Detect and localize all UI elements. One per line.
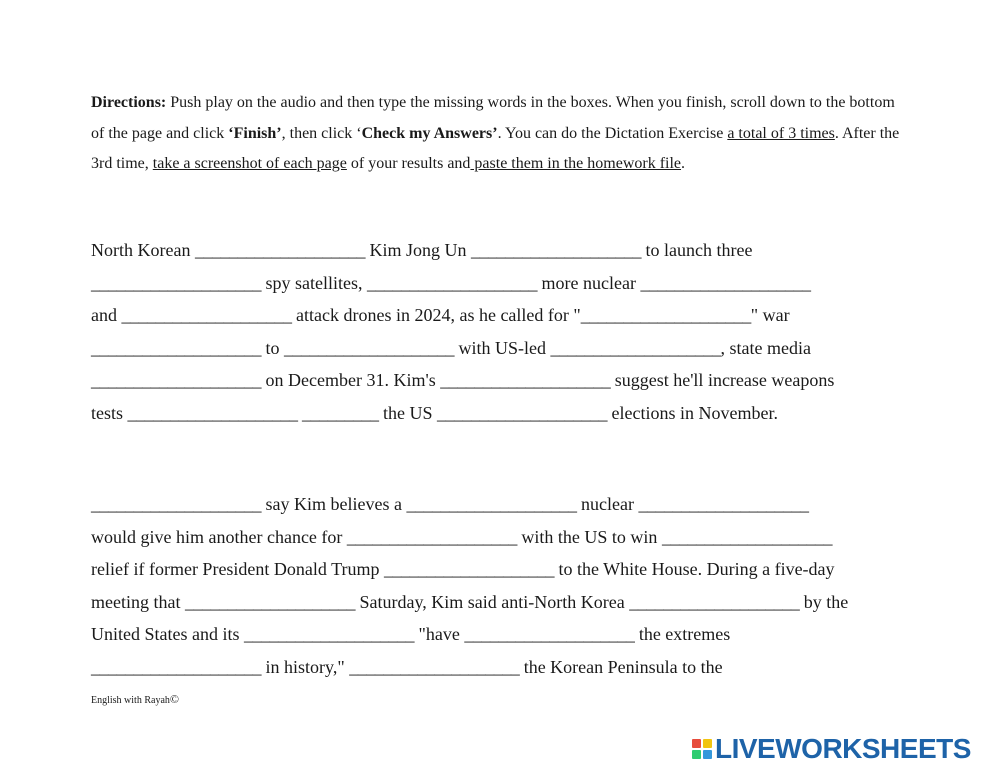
- passage-text: on December 31. Kim's: [261, 370, 441, 391]
- passage-line: [91, 553, 921, 586]
- answer-blank[interactable]: ____________________: [194, 240, 365, 260]
- logo-squares-icon: [692, 739, 712, 759]
- liveworksheets-logo: [692, 734, 971, 764]
- footer-credit: [91, 692, 179, 707]
- passage-text: and: [91, 305, 122, 326]
- answer-blank[interactable]: ____________________: [470, 240, 641, 260]
- answer-blank[interactable]: ____________________: [550, 337, 721, 358]
- passage-text: , state media: [720, 337, 811, 358]
- passage-line: [91, 651, 921, 684]
- passage-text: say Kim believes a: [261, 494, 407, 514]
- passage-line: [91, 234, 921, 267]
- finish-keyword: ‘Finish’: [228, 124, 282, 142]
- passage-one: [91, 234, 921, 430]
- passage-text: would give him another chance for: [91, 526, 347, 547]
- directions-text: of your results and: [346, 155, 471, 172]
- passage-text: attack drones in 2024, as he called for ": [291, 305, 581, 326]
- answer-blank[interactable]: ____________________: [121, 305, 292, 326]
- passage-text: to the White House. During a five-day: [553, 559, 835, 580]
- answer-blank[interactable]: ____________________: [184, 591, 355, 612]
- logo-square: [692, 750, 701, 759]
- logo-square: [703, 750, 712, 759]
- answer-blank[interactable]: ____________________: [91, 656, 261, 677]
- answer-blank[interactable]: ____________________: [367, 272, 537, 293]
- passage-line: [91, 364, 921, 397]
- passage-text: elections in November.: [607, 402, 778, 423]
- screenshot-note: take a screenshot of each page: [152, 155, 347, 172]
- answer-blank[interactable]: ____________________: [91, 494, 261, 514]
- passage-text: suggest he'll increase weapons: [610, 370, 835, 391]
- passage-line: [91, 397, 921, 430]
- credit-text: English with Rayah: [91, 695, 170, 706]
- directions-text: . After the 3rd time,: [91, 124, 900, 172]
- directions-text: Push play on the audio and then type the missing words in the boxes. When you finish, scroll down to the bottom of the page and click: [91, 94, 895, 142]
- directions-text: . You can do the Dictation Exercise: [497, 124, 728, 142]
- passage-text: the extremes: [634, 624, 731, 645]
- passage-line: [91, 332, 921, 365]
- answer-blank[interactable]: ____________________: [440, 370, 611, 391]
- passage-line: [91, 586, 921, 619]
- answer-blank[interactable]: ____________________: [464, 624, 635, 645]
- passage-text: in history,": [261, 656, 350, 677]
- directions-paragraph: [91, 88, 911, 180]
- answer-blank[interactable]: ____________________: [437, 402, 608, 423]
- check-answers-keyword: Check my Answers’: [361, 124, 498, 142]
- homework-note: paste them in the homework file: [470, 155, 682, 172]
- passage-text: with the US to win: [516, 526, 662, 547]
- directions-text: , then click ‘: [281, 124, 362, 142]
- answer-blank[interactable]: ____________________: [243, 624, 414, 645]
- passage-text: the US: [378, 402, 438, 423]
- answer-blank-short[interactable]: _________: [302, 402, 379, 423]
- answer-blank[interactable]: ____________________: [629, 591, 800, 612]
- passage-text: by the: [799, 591, 849, 612]
- passage-text: to launch three: [640, 240, 753, 260]
- answer-blank[interactable]: ____________________: [91, 272, 261, 293]
- passage-line: [91, 521, 921, 554]
- passage-line: [91, 267, 921, 300]
- answer-blank[interactable]: ____________________: [406, 494, 577, 514]
- passage-text: North Korean: [91, 240, 195, 260]
- attempts-note: a total of 3 times: [727, 124, 835, 142]
- passage-two: [91, 488, 921, 684]
- passage-line: [91, 488, 921, 521]
- passage-text: the Korean Peninsula to the: [519, 656, 723, 677]
- passage-text: " war: [750, 305, 790, 326]
- passage-text: Kim Jong Un: [364, 240, 471, 260]
- answer-blank[interactable]: ____________________: [127, 402, 298, 423]
- answer-blank[interactable]: ____________________: [91, 337, 261, 358]
- answer-blank[interactable]: ____________________: [383, 559, 554, 580]
- answer-blank[interactable]: ____________________: [346, 526, 517, 547]
- logo-square: [692, 739, 701, 748]
- copyright-symbol: ©: [169, 692, 180, 706]
- passage-text: more nuclear: [537, 272, 641, 293]
- passage-text: nuclear: [576, 494, 639, 514]
- passage-text: Saturday, Kim said anti-North Korea: [354, 591, 630, 612]
- passage-line: [91, 618, 921, 651]
- directions-heading: Directions:: [91, 94, 167, 111]
- passage-text: to: [261, 337, 285, 358]
- answer-blank[interactable]: ____________________: [640, 272, 811, 293]
- passage-line: [91, 299, 921, 332]
- passage-text: relief if former President Donald Trump: [91, 559, 384, 580]
- passage-text: tests: [91, 402, 128, 423]
- logo-text: LIVEWORKSHEETS: [715, 733, 971, 764]
- passage-text: United States and its: [91, 624, 244, 645]
- answer-blank[interactable]: ____________________: [284, 337, 455, 358]
- answer-blank[interactable]: ____________________: [580, 305, 751, 326]
- passage-text: spy satellites,: [261, 272, 367, 293]
- passage-text: "have: [413, 624, 465, 645]
- logo-square: [703, 739, 712, 748]
- answer-blank[interactable]: ____________________: [661, 526, 832, 547]
- passage-text: meeting that: [91, 591, 185, 612]
- answer-blank[interactable]: ____________________: [638, 494, 809, 514]
- directions-text: .: [681, 155, 686, 172]
- answer-blank[interactable]: ____________________: [91, 370, 261, 391]
- passage-text: with US-led: [454, 337, 551, 358]
- answer-blank[interactable]: ____________________: [349, 656, 520, 677]
